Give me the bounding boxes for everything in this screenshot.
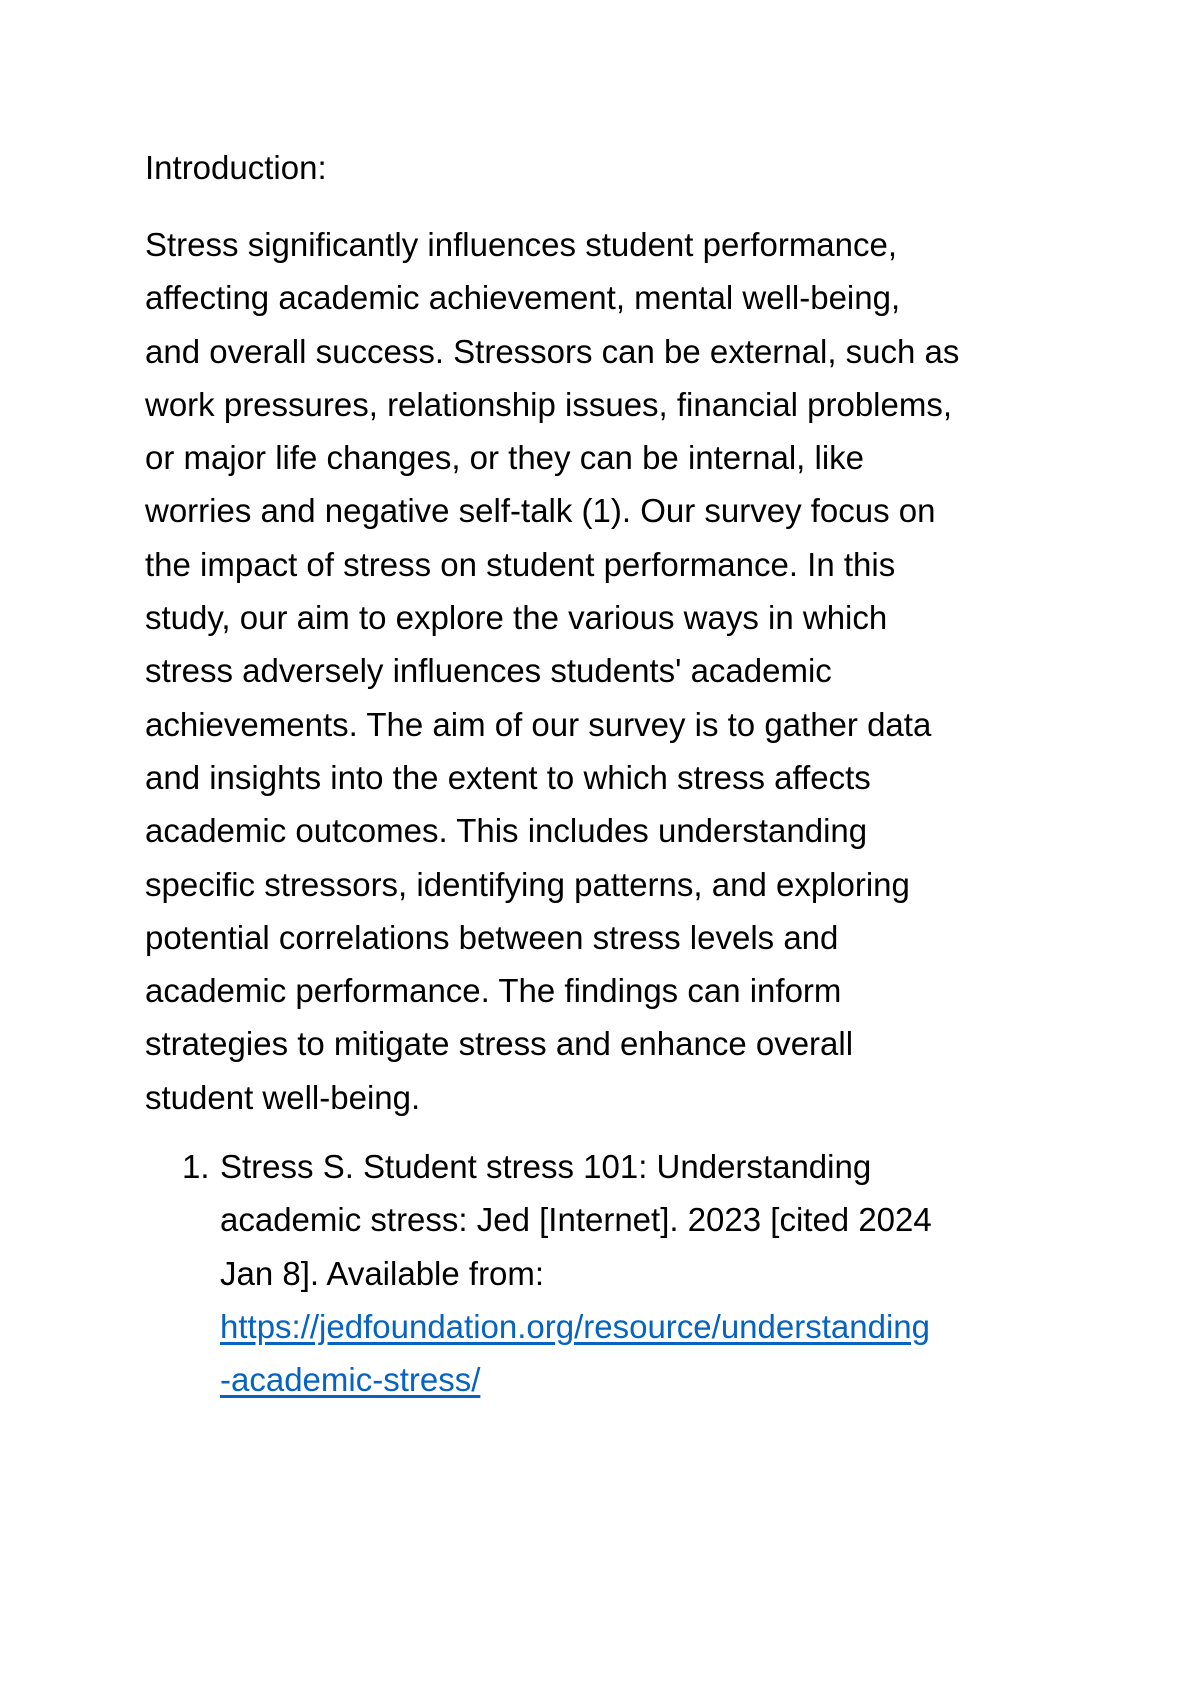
paragraph-line: academic performance. The findings can inform — [145, 972, 842, 1010]
reference-list — [145, 1140, 1075, 1406]
introduction-paragraph — [145, 218, 1075, 1124]
paragraph-line: study, our aim to explore the various ways in which — [145, 599, 888, 637]
paragraph-line: the impact of stress on student performance. In this — [145, 545, 896, 583]
paragraph-line: affecting academic achievement, mental well-being, — [145, 279, 901, 317]
paragraph-line: worries and negative self-talk (1). Our survey focus on — [145, 492, 936, 530]
paragraph-line: achievements. The aim of our survey is to gather data — [145, 705, 932, 743]
paragraph-line: academic outcomes. This includes understanding — [145, 812, 868, 850]
reference-line: academic stress: Jed [Internet]. 2023 [cited 2024 — [220, 1201, 932, 1239]
paragraph-line: specific stressors, identifying patterns, and exploring — [145, 865, 910, 903]
paragraph-line: strategies to mitigate stress and enhance overall — [145, 1025, 854, 1063]
reference-number: 1. — [182, 1148, 210, 1185]
paragraph-line: and insights into the extent to which stress affects — [145, 758, 871, 796]
paragraph-line: and overall success. Stressors can be external, such as — [145, 332, 960, 370]
paragraph-line: stress adversely influences students' academic — [145, 652, 832, 690]
reference-line: Stress S. Student stress 101: Understanding — [220, 1148, 872, 1185]
paragraph-line: work pressures, relationship issues, financial problems, — [145, 385, 953, 423]
paragraph-line: Stress significantly influences student performance, — [145, 226, 898, 263]
paragraph-line: or major life changes, or they can be internal, like — [145, 439, 865, 477]
reference-url-link[interactable]: -academic-stress/ — [220, 1361, 481, 1399]
reference-item — [145, 1140, 1075, 1406]
section-heading: Introduction: — [145, 149, 327, 186]
paragraph-line: student well-being. — [145, 1078, 421, 1116]
paragraph-line: potential correlations between stress levels and — [145, 918, 839, 956]
reference-line: Jan 8]. Available from: — [220, 1254, 545, 1292]
reference-url-link[interactable]: https://jedfoundation.org/resource/understanding — [220, 1307, 930, 1345]
